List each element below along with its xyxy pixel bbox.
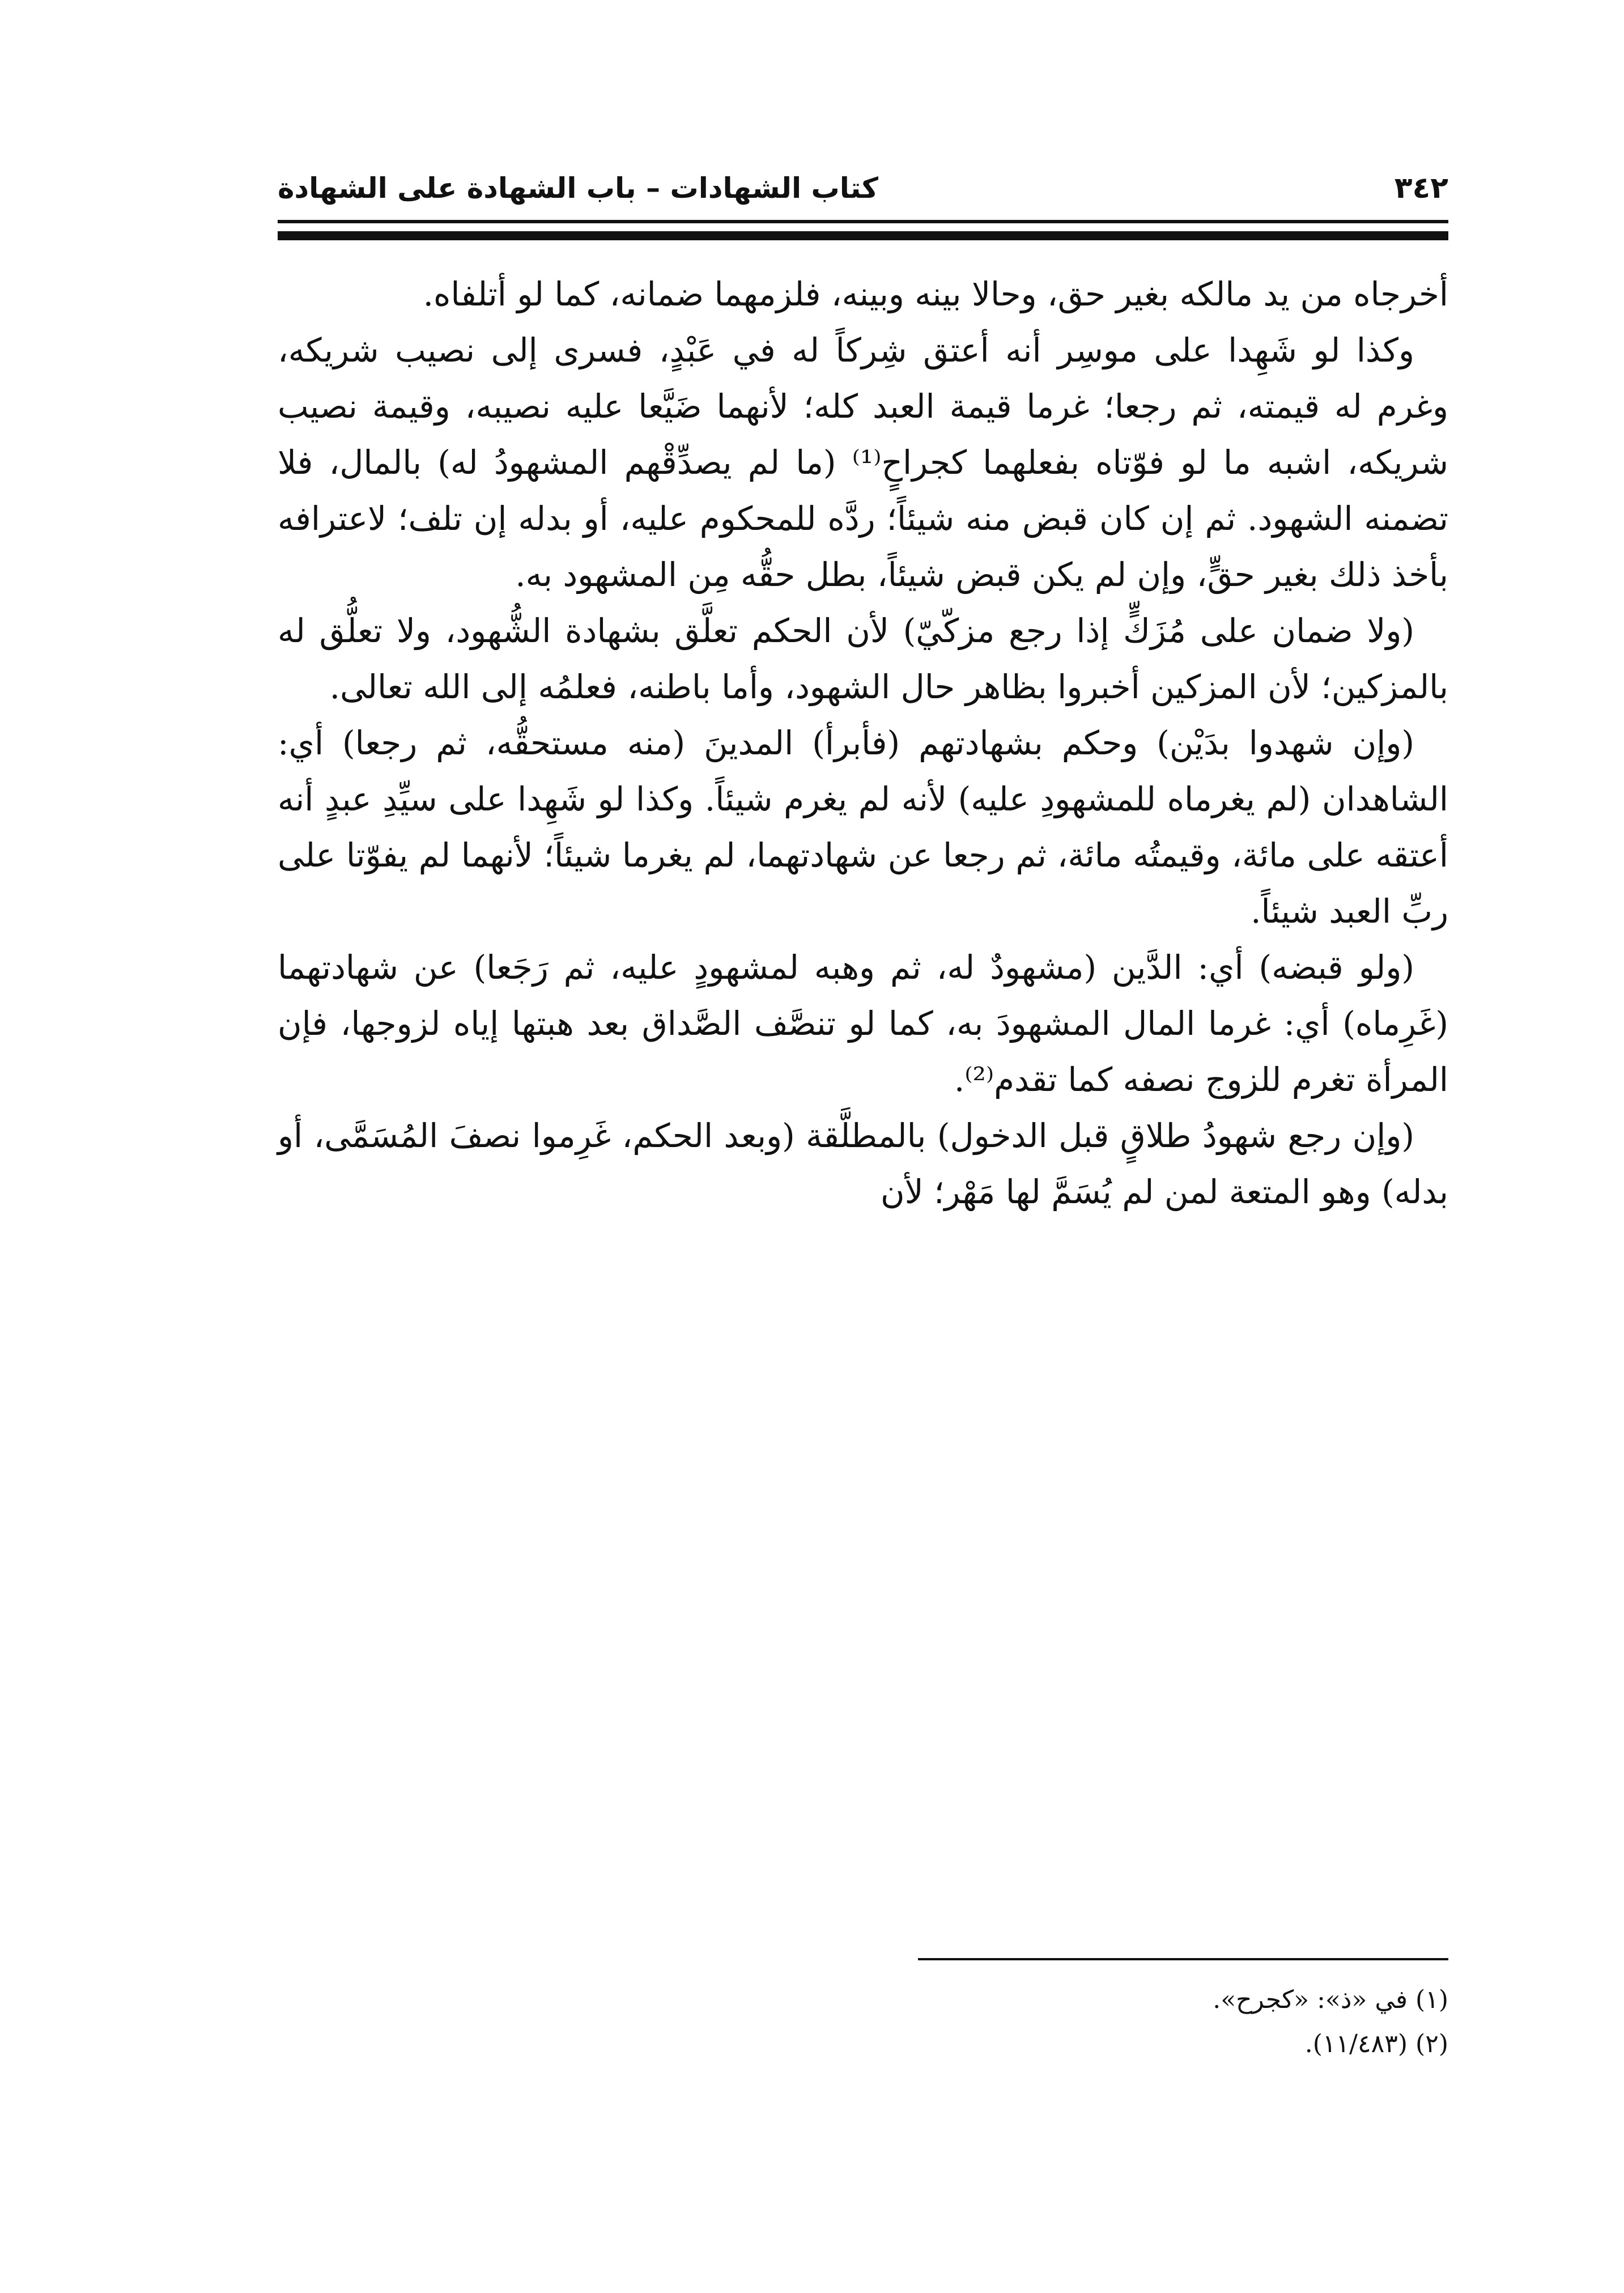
header-rule-thick: [278, 231, 1448, 240]
paragraph-1: أخرجاه من يد مالكه بغير حق، وحالا بينه وبينه، فلزمهما ضمانه، كما لو أتلفاه.: [423, 275, 1448, 313]
footnote-2: (٢) (١١/٤٨٣).: [1304, 2029, 1448, 2058]
paragraph-5: (ولو قبضه) أي: الدَّين (مشهودٌ له، ثم وهبه لمشهودٍ عليه، ثم رَجَعا) عن شهادتهما (غَرِماه) أي: غرما المال المشهودَ به، كما لو تنصَّف الصَّداق بعد هبتها إياه لزوجها، فإن المرأة تغرم للزوج نصفه كما تقدم⁽²⁾.: [278, 948, 1448, 1099]
page-header: [278, 165, 1448, 211]
paragraph-6: (وإن رجع شهودُ طلاقٍ قبل الدخول) بالمطلَّقة (وبعد الحكم، غَرِموا نصفَ المُسَمَّى، أو بدله) وهو المتعة لمن لم يُسَمَّ لها مَهْر؛ لأن: [278, 1116, 1448, 1211]
footnote-separator: [918, 1958, 1448, 1960]
footnotes: [278, 1978, 1448, 2066]
paragraph-4: (وإن شهدوا بدَيْن) وحكم بشهادتهم (فأبرأ) المدينَ (منه مستحقُّه، ثم رجعا) أي: الشاهدان (لم يغرماه للمشهودِ عليه) لأنه لم يغرم شيئاً. وكذا لو شَهِدا على سيِّدِ عبدٍ أنه أعتقه على مائة، وقيمتُه مائة، ثم رجعا عن شهادتهما، لم يغرما شيئاً؛ لأنهما لم يفوّتا على ربِّ العبد شيئاً.: [278, 724, 1448, 931]
page-number: ٣٤٢: [1394, 171, 1448, 205]
header-rule-thin: [278, 220, 1448, 223]
paragraph-3: (ولا ضمان على مُزَكٍّ إذا رجع مزكّيّ) لأن الحكم تعلَّق بشهادة الشُّهود، ولا تعلُّق له بالمزكين؛ لأن المزكين أخبروا بظاهر حال الشهود، وأما باطنه، فعلمُه إلى الله تعالى.: [278, 612, 1448, 706]
paragraph-2: وكذا لو شَهِدا على موسِر أنه أعتق شِركاً له في عَبْدٍ، فسرى إلى نصيب شريكه، وغرم له قيمته، ثم رجعا؛ غرما قيمة العبد كله؛ لأنهما ضَيَّعا عليه نصيبه، وقيمة نصيب شريكه، اشبه ما لو فوّتاه بفعلهما كجراحٍ⁽¹⁾ (ما لم يصدِّقْهم المشهودُ له) بالمال، فلا تضمنه الشهود. ثم إن كان قبض منه شيئاً؛ ردَّه للمحكوم عليه، أو بدله إن تلف؛ لاعترافه بأخذ ذلك بغير حقٍّ، وإن لم يكن قبض شيئاً، بطل حقُّه مِن المشهود به.: [278, 331, 1448, 594]
main-text: [278, 266, 1448, 1220]
running-title: كتاب الشهادات – باب الشهادة على الشهادة: [278, 172, 879, 205]
footnote-1: (١) في «ذ»: «كجرح».: [1213, 1985, 1448, 2014]
